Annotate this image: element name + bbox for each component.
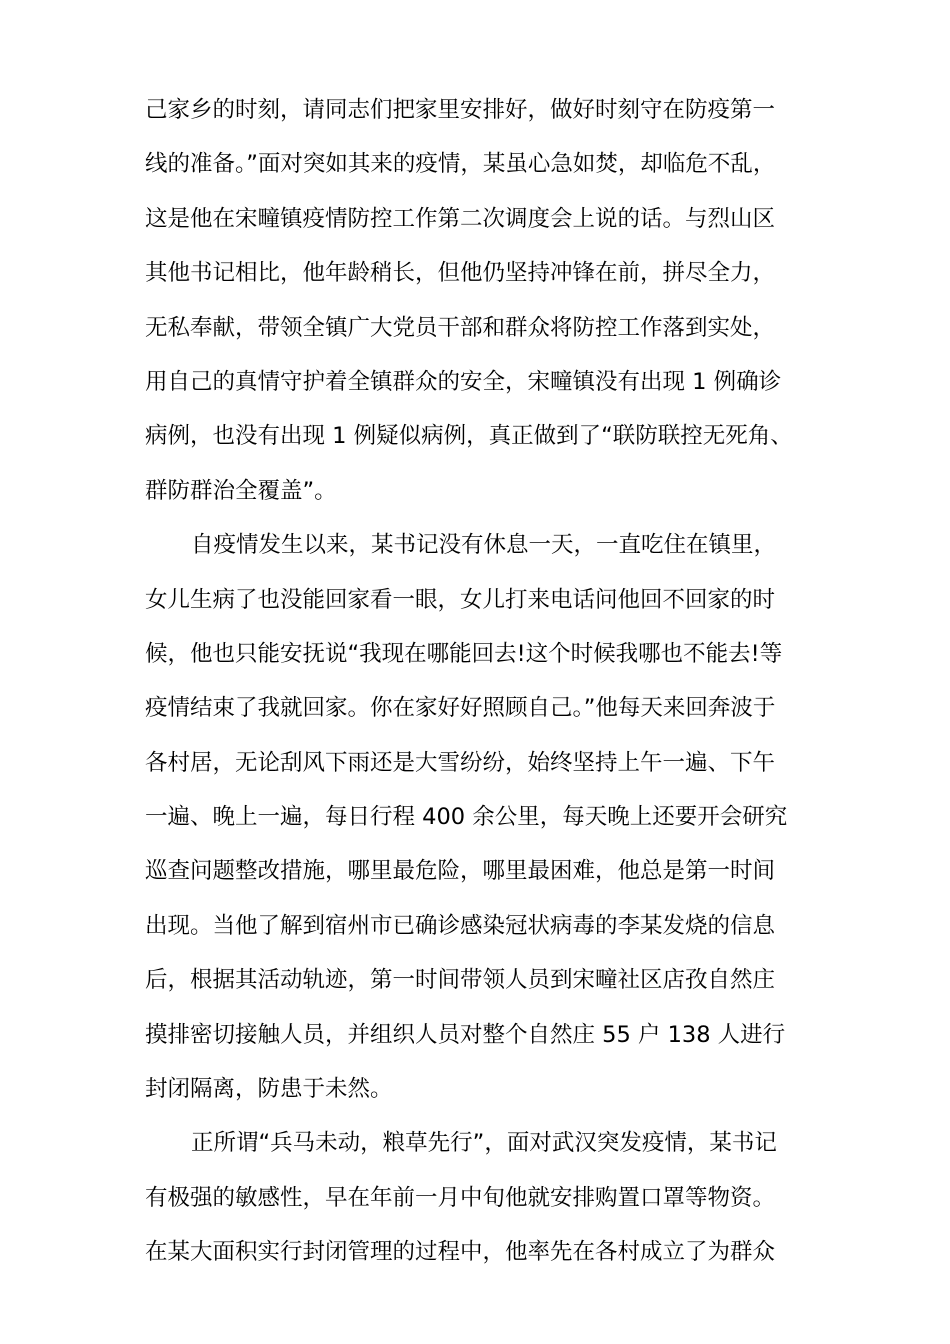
text-line: 疫情结束了我就回家。你在家好好照顾自己。”他每天来回奔波于 xyxy=(145,695,776,722)
text-line: 摸排密切接触人员，并组织人员对整个自然庄 55 户 138 人进行 xyxy=(145,1021,786,1048)
text-line: 各村居，无论刮风下雨还是大雪纷纷，始终坚持上午一遍、下午 xyxy=(145,749,776,776)
text-line: 己家乡的时刻，请同志们把家里安排好，做好时刻守在防疫第一 xyxy=(145,97,776,123)
text-line: 在某大面积实行封闭管理的过程中，他率先在各村成立了为群众 xyxy=(145,1239,776,1266)
text-line: 一遍、晚上一遍，每日行程 400 余公里，每天晚上还要开会研究 xyxy=(145,804,788,831)
text-line: 无私奉献，带领全镇广大党员干部和群众将防控工作落到实处， xyxy=(145,314,776,341)
text-line: 女儿生病了也没能回家看一眼，女儿打来电话问他回不回家的时 xyxy=(145,586,776,613)
text-line: 其他书记相比，他年龄稍长，但他仍坚持冲锋在前，拼尽全力， xyxy=(145,260,776,287)
text-line: 有极强的敏感性，早在年前一月中旬他就安排购置口罩等物资。 xyxy=(145,1184,776,1211)
text-line: 这是他在宋疃镇疫情防控工作第二次调度会上说的话。与烈山区 xyxy=(145,205,776,232)
paragraph-start-line: 自疫情发生以来，某书记没有休息一天，一直吃住在镇里， xyxy=(191,532,777,559)
text-line: 出现。当他了解到宿州市已确诊感染冠状病毒的李某发烧的信息 xyxy=(145,912,776,939)
text-line: 巡查问题整改措施，哪里最危险，哪里最困难，他总是第一时间 xyxy=(145,858,776,885)
document-body xyxy=(145,88,815,1285)
text-line: 用自己的真情守护着全镇群众的安全，宋疃镇没有出现 1 例确诊 xyxy=(145,368,782,395)
paragraph-start-line: 正所谓“兵马未动，粮草先行”，面对武汉突发疫情，某书记 xyxy=(191,1130,777,1157)
text-line: 候，他也只能安抚说“我现在哪能回去!这个时候我哪也不能去!等 xyxy=(145,640,783,667)
text-line: 封闭隔离，防患于未然。 xyxy=(145,1076,393,1103)
text-line: 线的准备。”面对突如其来的疫情，某虽心急如焚，却临危不乱， xyxy=(145,151,776,178)
text-line: 群防群治全覆盖”。 xyxy=(145,477,337,504)
text-line: 后，根据其活动轨迹，第一时间带领人员到宋疃社区店孜自然庄 xyxy=(145,967,776,994)
text-line: 病例，也没有出现 1 例疑似病例，真正做到了“联防联控无死角、 xyxy=(145,423,793,450)
